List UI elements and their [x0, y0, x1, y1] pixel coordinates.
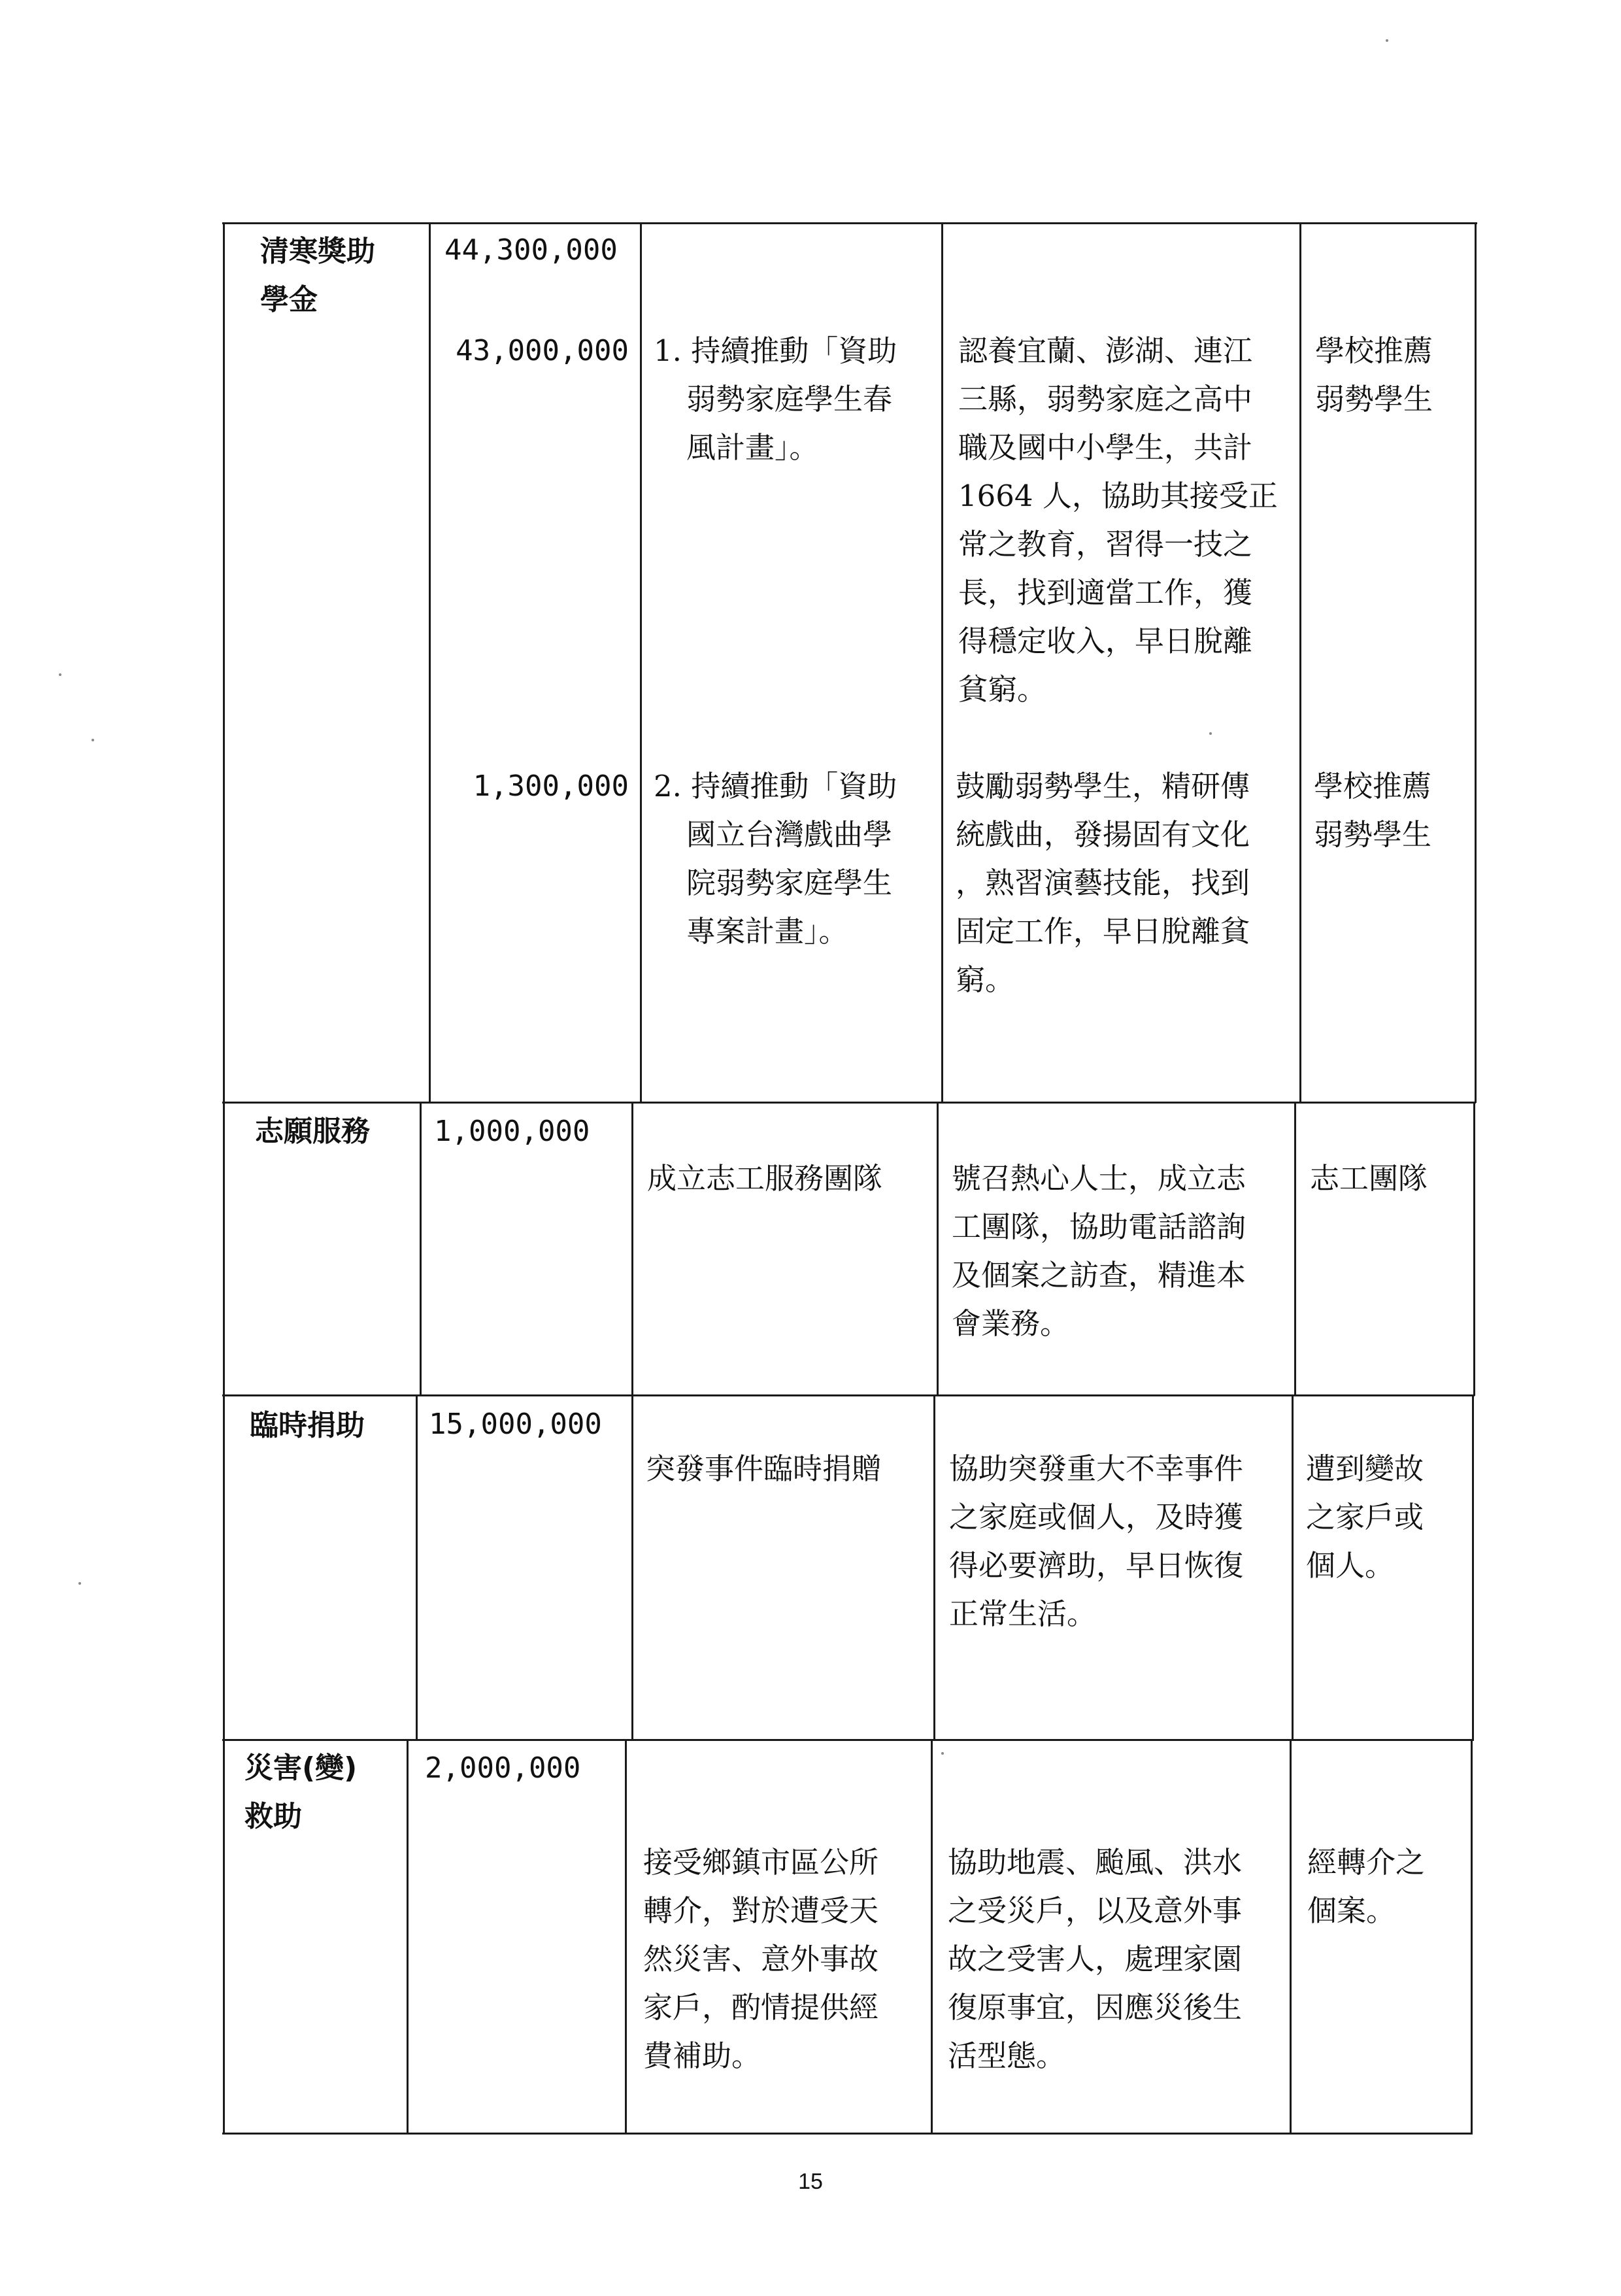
project-cell: 突發事件臨時捐贈	[646, 1451, 882, 1486]
total-amount: 2,000,000	[425, 1751, 581, 1785]
row-divider	[222, 1739, 1473, 1741]
target-cell: 遭到變故 之家戶或 個人。	[1306, 1451, 1424, 1583]
scan-speck	[1209, 732, 1212, 735]
description-cell: 協助突發重大不幸事件 之家庭或個人，及時獲 得必要濟助，早日恢復 正常生活。	[949, 1451, 1244, 1631]
table-border-right	[1473, 1102, 1475, 1396]
column-divider	[1290, 1739, 1292, 2135]
column-divider	[1299, 222, 1301, 1103]
target-cell: 志工團隊	[1310, 1161, 1428, 1196]
category-cell: 災害(變) 救助	[244, 1751, 358, 1833]
page-number: 15	[798, 2169, 823, 2194]
project-cell: 2. 持續推動「資助 國立台灣戲曲學 院弱勢家庭學生 專案計畫」。	[654, 769, 897, 949]
row-divider	[222, 1102, 1476, 1104]
scan-speck	[941, 1752, 944, 1755]
table-border-left	[223, 222, 225, 2134]
table-border-top	[222, 222, 1477, 224]
project-cell: 接受鄉鎮市區公所 轉介，對於遭受天 然災害、意外事故 家戶，酌情提供經 費補助。	[643, 1845, 879, 2073]
description-cell: 鼓勵弱勢學生，精研傳 統戲曲，發揚固有文化 ，熟習演藝技能，找到 固定工作，早日脫離貧 窮。	[956, 769, 1250, 997]
table-border-bottom	[222, 2133, 1472, 2135]
column-divider	[941, 222, 943, 1103]
category-cell: 清寒獎助 學金	[260, 235, 375, 316]
row-divider	[222, 1394, 1475, 1396]
scan-speck	[1386, 39, 1388, 42]
column-divider	[1294, 1102, 1296, 1396]
total-amount: 15,000,000	[429, 1408, 602, 1441]
item-amount: 1,300,000	[473, 769, 629, 803]
column-divider	[631, 1102, 633, 1396]
item-amount: 43,000,000	[456, 334, 629, 367]
description-cell: 號召熱心人士，成立志 工團隊，協助電話諮詢 及個案之訪查，精進本 會業務。	[952, 1161, 1246, 1341]
description-cell: 認養宜蘭、澎湖、連江 三縣，弱勢家庭之高中 職及國中小學生，共計 1664 人，協助其接受正 常之教育，習得一技之 長，找到適當工作，獲 得穩定收入，早日脫離 貧窮。	[958, 333, 1278, 707]
description-cell: 協助地震、颱風、洪水 之受災戶，以及意外事 故之受害人，處理家園 復原事宜，因應災後生 活型態。	[948, 1845, 1243, 2073]
target-cell: 學校推薦 弱勢學生	[1314, 769, 1432, 852]
table-border-right	[1475, 222, 1477, 1103]
project-cell: 1. 持續推動「資助 弱勢家庭學生春 風計畫」。	[654, 333, 897, 465]
column-divider	[407, 1739, 409, 2135]
column-divider	[931, 1739, 933, 2135]
table-border-right	[1471, 1739, 1473, 2135]
column-divider	[937, 1102, 939, 1396]
category-cell: 志願服務	[255, 1115, 370, 1148]
total-amount: 44,300,000	[444, 233, 618, 267]
column-divider	[1292, 1394, 1294, 1741]
target-cell: 經轉介之 個案。	[1307, 1845, 1426, 1928]
scan-speck	[92, 739, 94, 741]
project-cell: 成立志工服務團隊	[647, 1161, 883, 1196]
total-amount: 1,000,000	[434, 1115, 590, 1148]
target-cell: 學校推薦 弱勢學生	[1315, 333, 1433, 416]
column-divider	[933, 1394, 935, 1741]
column-divider	[429, 222, 431, 1103]
column-divider	[625, 1739, 627, 2135]
table-border-right	[1472, 1394, 1474, 1741]
column-divider	[416, 1394, 418, 1741]
category-cell: 臨時捐助	[250, 1409, 365, 1442]
scan-speck	[59, 673, 61, 676]
column-divider	[640, 222, 642, 1103]
scan-speck	[78, 1582, 81, 1585]
column-divider	[631, 1394, 633, 1741]
column-divider	[420, 1102, 422, 1396]
